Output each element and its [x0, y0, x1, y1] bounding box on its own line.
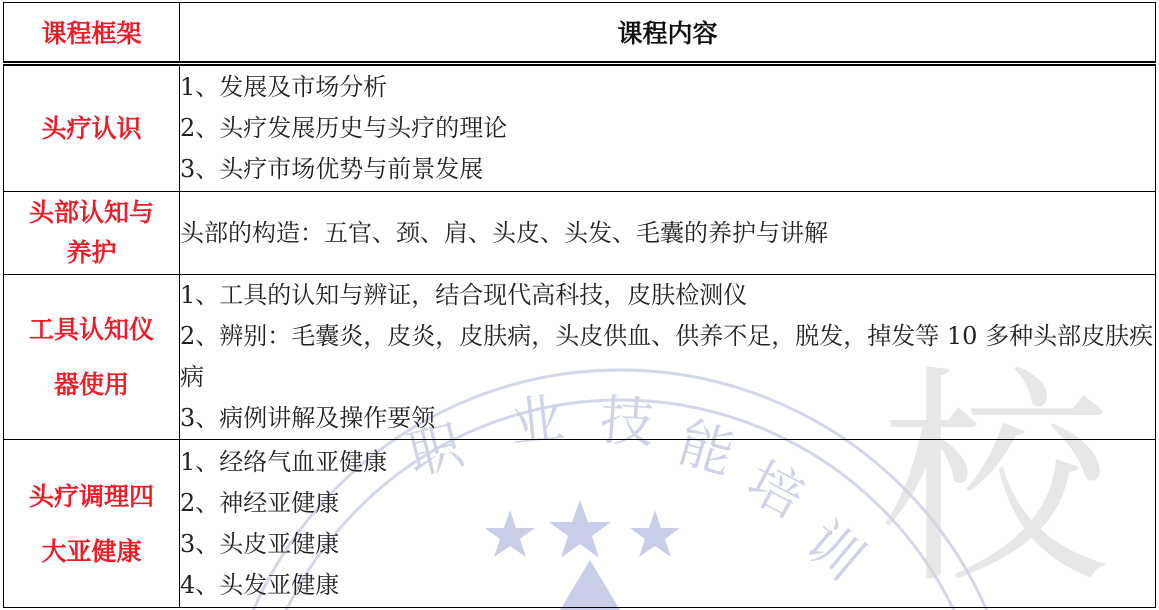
content-item: 1、经络气血亚健康	[180, 447, 388, 476]
category-cell	[4, 440, 180, 608]
content-item: 头部的构造：五官、颈、肩、头皮、头发、毛囊的养护与讲解	[180, 218, 828, 247]
category-label: 器使用	[53, 370, 129, 399]
category-label: 头部认知与	[28, 198, 154, 227]
table-row	[4, 64, 1156, 192]
watermark-char-5: 培	[736, 449, 815, 531]
category-label: 大亚健康	[41, 536, 142, 566]
content-item: 3、病例讲解及操作要领	[180, 404, 436, 432]
content-item: 1、发展及市场分析	[180, 73, 388, 101]
content-item: 2、神经亚健康	[180, 488, 340, 517]
content-item: 2、辨别：毛囊炎，皮炎，皮肤病，头皮供血、供养不足，脱发，掉发等 10 多种头部皮肤疾病	[180, 322, 1154, 391]
watermark-large-char: 校	[880, 348, 1111, 610]
table-row	[4, 440, 1156, 608]
category-cell	[4, 275, 180, 440]
content-cell	[180, 440, 1156, 608]
category-label: 工具认知仪	[28, 315, 154, 344]
header-row	[4, 3, 1156, 64]
category-label: 头疗认识	[41, 113, 142, 143]
category-label: 头疗调理四	[28, 481, 154, 511]
category-cell	[4, 64, 180, 192]
content-item: 3、头疗市场优势与前景发展	[180, 155, 484, 183]
watermark-char-4: 能	[671, 410, 741, 487]
content-item: 4、头发亚健康	[180, 570, 340, 599]
category-cell	[4, 192, 180, 275]
watermark-char-1: 职	[401, 413, 470, 488]
content-cell	[180, 192, 1156, 275]
content-cell	[180, 275, 1156, 440]
content-item: 2、头疗发展历史与头疗的理论	[180, 114, 508, 142]
course-table	[3, 2, 1156, 608]
header-content: 课程内容	[180, 3, 1156, 64]
content-cell	[180, 64, 1156, 192]
header-framework: 课程框架	[4, 3, 180, 64]
watermark-char-3: 技	[597, 388, 657, 456]
table-row	[4, 192, 1156, 275]
watermark-char-2: 业	[506, 386, 568, 455]
content-item: 3、头皮亚健康	[180, 529, 340, 558]
watermark-char-6: 训	[793, 509, 876, 593]
table-row	[4, 275, 1156, 440]
content-item: 1、工具的认知与辨证，结合现代高科技，皮肤检测仪	[180, 281, 748, 309]
category-label: 养护	[66, 238, 117, 267]
